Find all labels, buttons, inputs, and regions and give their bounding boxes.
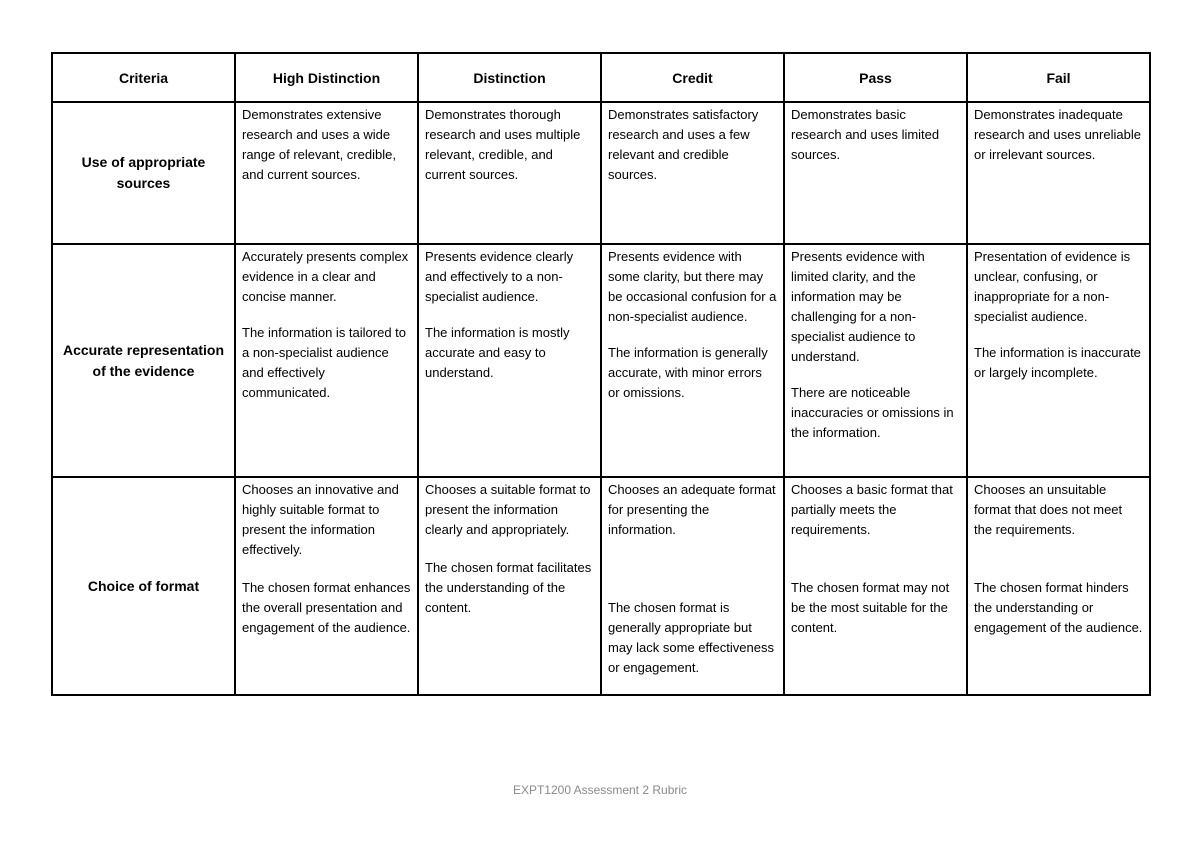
header-pass: Pass: [784, 53, 967, 102]
header-row: [52, 53, 1150, 102]
cell-text: The chosen format hinders the understanding or engagement of the audience.: [974, 580, 1143, 635]
table-row: [52, 477, 1150, 695]
cell-text: Presents evidence with limited clarity, and the information may be challenging for a non-specialist audience to understand.: [791, 249, 925, 364]
cell-text: The chosen format facilitates the understanding of the content.: [425, 560, 592, 615]
rubric-table: [51, 52, 1151, 696]
cell-credit: [601, 244, 784, 477]
header-fail: Fail: [967, 53, 1150, 102]
criterion-choice-of-format: Choice of format: [52, 477, 235, 695]
cell-text: Chooses an adequate format for presenting the information.: [608, 482, 776, 537]
cell-pass: [784, 244, 967, 477]
cell-text: The chosen format may not be the most suitable for the content.: [791, 580, 950, 635]
header-criteria: Criteria: [52, 53, 235, 102]
cell-text: Chooses a basic format that partially meets the requirements.: [791, 482, 953, 537]
cell-text: Chooses an unsuitable format that does not meet the requirements.: [974, 482, 1123, 537]
cell-text: Demonstrates basic research and uses limited sources.: [791, 107, 940, 162]
cell-text: The chosen format is generally appropriate but may lack some effectiveness or engagement.: [608, 600, 774, 675]
cell-credit: [601, 102, 784, 244]
cell-text: Presents evidence clearly and effectively to a non-specialist audience.: [425, 249, 574, 304]
header-distinction: Distinction: [418, 53, 601, 102]
cell-text: Demonstrates inadequate research and uses unreliable or irrelevant sources.: [974, 107, 1141, 162]
cell-text: Presentation of evidence is unclear, confusing, or inappropriate for a non-specialist audience.: [974, 249, 1131, 324]
cell-distinction: [418, 102, 601, 244]
table-row: [52, 102, 1150, 244]
cell-text: Demonstrates extensive research and uses a wide range of relevant, credible, and current sources.: [242, 107, 396, 182]
criterion-accurate-representation: Accurate representation of the evidence: [52, 244, 235, 477]
cell-pass: [784, 477, 967, 695]
cell-distinction: [418, 244, 601, 477]
cell-high-distinction: [235, 477, 418, 695]
cell-text: Accurately presents complex evidence in a clear and concise manner.: [242, 249, 409, 304]
cell-text: Chooses an innovative and highly suitable format to present the information effectively.: [242, 482, 399, 557]
cell-credit: [601, 477, 784, 695]
cell-high-distinction: [235, 244, 418, 477]
cell-fail: [967, 244, 1150, 477]
cell-fail: [967, 102, 1150, 244]
page-footer: EXPT1200 Assessment 2 Rubric: [512, 783, 688, 797]
cell-distinction: [418, 477, 601, 695]
cell-text: Demonstrates satisfactory research and uses a few relevant and credible sources.: [608, 107, 759, 182]
cell-fail: [967, 477, 1150, 695]
header-credit: Credit: [601, 53, 784, 102]
cell-text: There are noticeable inaccuracies or omissions in the information.: [791, 385, 954, 440]
cell-text: The information is tailored to a non-specialist audience and effectively communicated.: [242, 325, 407, 400]
cell-text: Presents evidence with some clarity, but there may be occasional confusion for a non-specialist audience.: [608, 249, 777, 324]
cell-text: Chooses a suitable format to present the information clearly and appropriately.: [425, 482, 591, 537]
cell-text: The information is mostly accurate and easy to understand.: [425, 325, 570, 380]
cell-high-distinction: [235, 102, 418, 244]
cell-text: The information is generally accurate, with minor errors or omissions.: [608, 345, 768, 400]
cell-text: The chosen format enhances the overall presentation and engagement of the audience.: [242, 580, 411, 635]
cell-text: The information is inaccurate or largely incomplete.: [974, 345, 1141, 380]
cell-text: Demonstrates thorough research and uses multiple relevant, credible, and current sources.: [425, 107, 581, 182]
header-high-distinction: High Distinction: [235, 53, 418, 102]
table-row: [52, 244, 1150, 477]
cell-pass: [784, 102, 967, 244]
criterion-use-of-sources: Use of appropriate sources: [52, 102, 235, 244]
